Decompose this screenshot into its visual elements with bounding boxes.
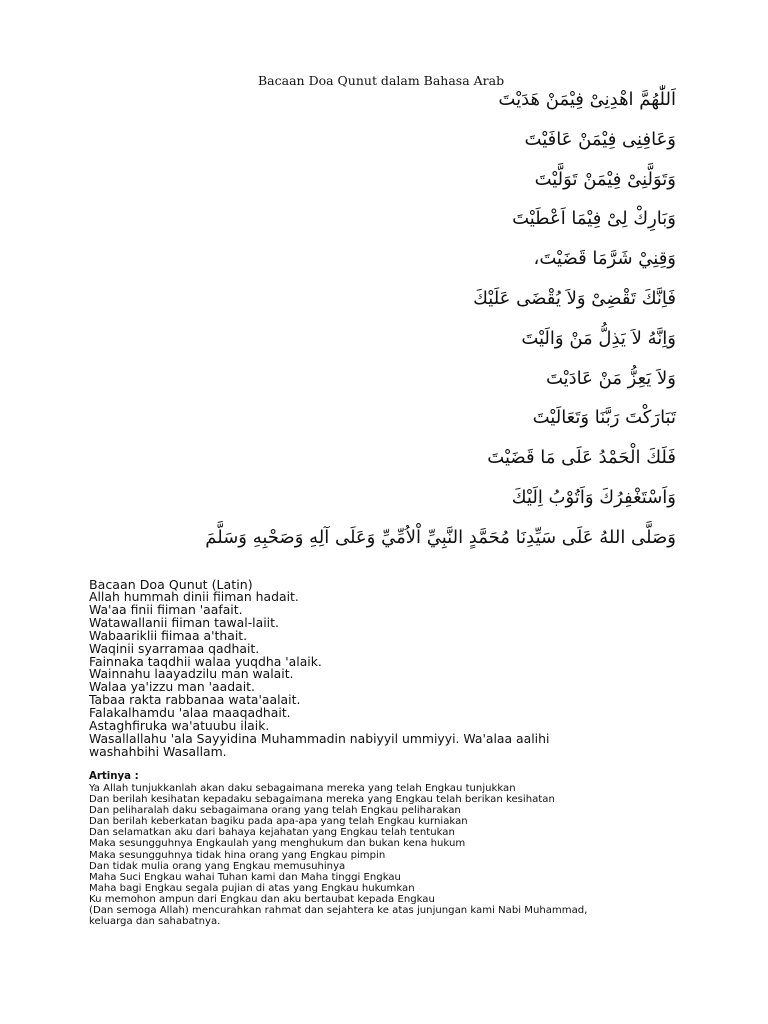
meaning-line: Dan berilah keberkatan bagiku pada apa-apa yang telah Engkau kurniakan: [89, 816, 468, 828]
latin-line: Wabaariklii fiimaa a'thait.: [89, 627, 248, 643]
arabic-line: وَبَارِكْ لِىْ فِيْمَا اَعْطَيْتَ: [512, 208, 676, 230]
latin-line: washahbihi Wasallam.: [89, 743, 227, 759]
meaning-line: Dan tidak mulia orang yang Engkau memusuhinya: [89, 860, 346, 872]
arabic-line: وَاِنَّهُ لاَ يَذِلُّ مَنْ وَالَيْتَ: [521, 327, 676, 349]
arabic-line: فَلَكَ الْحَمْدُ عَلَى مَا قَضَيْتَ: [487, 447, 676, 469]
latin-line: Wainnahu laayadzilu man walait.: [89, 666, 294, 682]
arabic-line: فَاِنَّكَ تَقْضِىْ وَلاَ يُقْضَى عَلَيْكَ: [473, 287, 676, 309]
arabic-line: تَبَارَكْتَ رَبَّنَا وَتَعَالَيْتَ: [532, 407, 676, 429]
arabic-line: وَاَسْتَغْفِرُكَ وَاَتُوْبُ اِلَيْكَ: [511, 486, 676, 508]
arabic-line: وَلاَ يَعِزُّ مَنْ عَادَيْتَ: [545, 367, 676, 389]
latin-line: Tabaa rakta rabbanaa wata'aalait.: [89, 692, 301, 708]
latin-line: Astaghfiruka wa'atuubu ilaik.: [89, 718, 270, 734]
arabic-line: اَللّٰهُمَّ اهْدِنِىْ فِيْمَنْ هَدَيْتَ: [498, 89, 676, 110]
latin-line: Allah hummah dinii fiiman hadait.: [89, 589, 299, 604]
latin-line: Wasallallahu 'ala Sayyidina Muhammadin nabiyyil ummiyyi. Wa'alaa aalihi: [89, 730, 550, 746]
meaning-line: Ya Allah tunjukkanlah akan daku sebagaimana mereka yang telah Engkau tunjukkan: [89, 783, 516, 794]
arabic-line: وَعَافِنِى فِيْمَنْ عَافَيْتَ: [524, 128, 676, 150]
latin-line: Falakalhamdu 'alaa maaqadhait.: [89, 705, 291, 721]
meaning-line: Maha Suci Engkau wahai Tuhan kami dan Maha tinggi Engkau: [89, 871, 401, 883]
meaning-line: Maha bagi Engkau segala pujian di atas yang Engkau hukumkan: [89, 882, 415, 894]
meaning-line: Ku memohon ampun dari Engkau dan aku bertaubat kepada Engkau: [89, 893, 435, 905]
document-title: Bacaan Doa Qunut dalam Bahasa Arab: [258, 73, 505, 88]
latin-section-heading: Bacaan Doa Qunut (Latin): [89, 577, 253, 592]
arabic-line: وَتَوَلَّنِىْ فِيْمَنْ تَوَلَّيْتَ: [534, 168, 676, 190]
meaning-section-heading: Artinya :: [89, 771, 139, 782]
meaning-line: (Dan semoga Allah) mencurahkan rahmat dan sejahtera ke atas junjungan kami Nabi Muhammad,: [89, 905, 588, 917]
meaning-line: Maka sesungguhnya Engkaulah yang menghukum dan bukan kena hukum: [89, 838, 466, 850]
arabic-line: وَصَلَّى اللهُ عَلَى سَيِّدِنَا مُحَمَّدٍ النَّبِيِّ اْلاُمِّيِّ وَعَلَى آلِهِ وَصَحْبِهِ وَسَلَّمَ: [205, 526, 676, 548]
latin-line: Watawallanii fiiman tawal-laiit.: [89, 614, 279, 630]
meaning-line: Dan peliharalah daku sebagaimana orang yang telah Engkau peliharakan: [89, 805, 461, 817]
latin-line: Waqinii syarramaa qadhait.: [89, 640, 260, 656]
latin-transliteration: [89, 591, 689, 759]
meaning-line: Dan berilah kesihatan kepadaku sebagaimana mereka yang Engkau telah berikan kesihatan: [89, 794, 555, 806]
meaning-line: keluarga dan sahabatnya.: [89, 916, 221, 928]
meaning-line: Maka sesungguhnya tidak hina orang yang Engkau pimpin: [89, 849, 386, 861]
arabic-prayer-text: [76, 84, 676, 562]
latin-line: Wa'aa finii fiiman 'aafait.: [89, 601, 243, 617]
meaning-translation: [89, 783, 689, 927]
arabic-line: وَقِنِيْ شَرَّمَا قَضَيْتَ،: [533, 248, 676, 270]
meaning-line: Dan selamatkan aku dari bahaya kejahatan yang Engkau telah tentukan: [89, 827, 455, 839]
latin-line: Walaa ya'izzu man 'aadait.: [89, 679, 255, 695]
latin-line: Fainnaka taqdhii walaa yuqdha 'alaik.: [89, 653, 322, 669]
